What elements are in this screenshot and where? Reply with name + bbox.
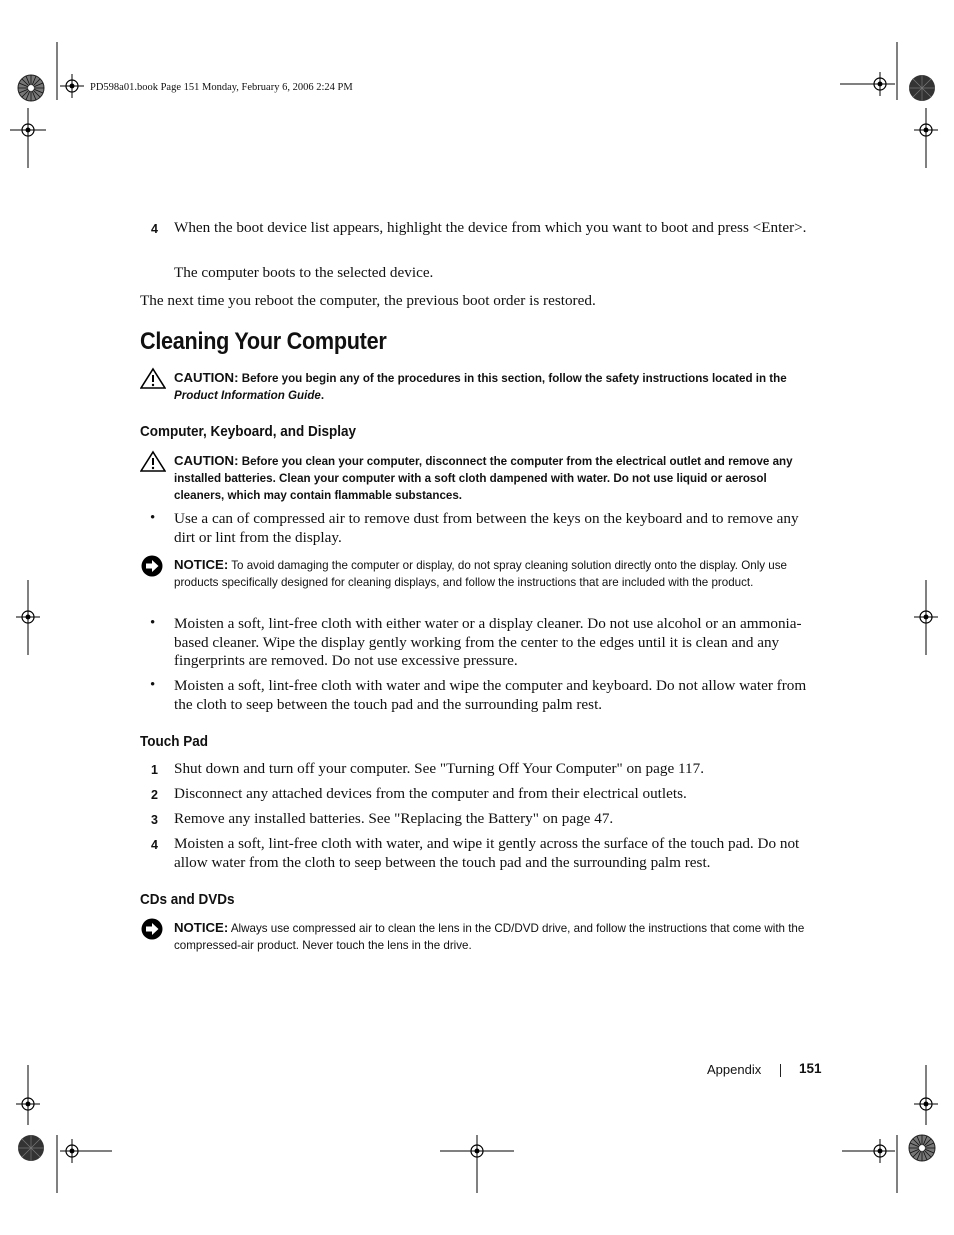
restore-note: The next time you reboot the computer, the previous boot order is restored. xyxy=(140,292,596,309)
caution-end: . xyxy=(320,389,325,402)
subsection-title-keyboard-display: Computer, Keyboard, and Display xyxy=(140,423,357,440)
notice-display xyxy=(174,556,819,591)
step-text: When the boot device list appears, highlight the device from which you want to boot and press <Enter>. xyxy=(174,219,807,236)
caution-triangle-icon xyxy=(140,450,166,473)
caution-cleaning xyxy=(174,452,819,504)
notice-cd-dvd xyxy=(174,919,819,954)
step-number: 1 xyxy=(151,763,158,777)
bullet-dot: • xyxy=(150,615,156,631)
notice-arrow-icon xyxy=(141,918,165,940)
guide-name: Product Information Guide xyxy=(174,389,321,402)
step-text: Shut down and turn off your computer. See "Turning Off Your Computer" on page 117. xyxy=(174,760,705,777)
bullet-dot: • xyxy=(150,510,156,526)
notice-label: NOTICE: xyxy=(174,920,229,935)
step-number: 3 xyxy=(151,813,158,827)
bullet-text: Moisten a soft, lint-free cloth with either water or a display cleaner. Do not use alcohol or an ammonia-based cleaner. Wipe the display gently working from the center to the edges until it is clean and any fingerprints are removed. Do not use excessive pressure. xyxy=(174,615,802,670)
caution-text: Before you clean your computer, disconnect the computer from the electrical outlet and remove any installed batteries. Clean your computer with a soft cloth dampened with water. Do not use liquid or aerosol cleaners, which may contain flammable substances. xyxy=(174,455,793,502)
caution-label: CAUTION: xyxy=(174,453,239,468)
notice-label: NOTICE: xyxy=(174,557,229,572)
subsection-title-cds-dvds: CDs and DVDs xyxy=(140,891,235,908)
section-title: Cleaning Your Computer xyxy=(140,328,387,355)
step-number: 4 xyxy=(151,222,158,236)
print-header: PD598a01.book Page 151 Monday, February 6, 2006 2:24 PM xyxy=(90,82,353,93)
caution-triangle-icon xyxy=(140,367,166,390)
bullet-text: Moisten a soft, lint-free cloth with water and wipe the computer and keyboard. Do not allow water from the cloth to seep between the touch pad and the surrounding palm rest. xyxy=(174,677,807,713)
step-number: 4 xyxy=(151,838,158,852)
bullet-dot: • xyxy=(150,677,156,693)
caution-text: Before you begin any of the procedures in this section, follow the safety instructions located in the xyxy=(241,372,787,385)
step-text: Moisten a soft, lint-free cloth with water, and wipe it gently across the surface of the touch pad. Do not allow water from the cloth to seep between the touch pad and the surrounding palm rest. xyxy=(174,835,800,871)
caution-general xyxy=(174,369,819,404)
notice-text: Always use compressed air to clean the lens in the CD/DVD drive, and follow the instructions that come with the compressed-air product. Never touch the lens in the drive. xyxy=(174,922,805,952)
step-number: 2 xyxy=(151,788,158,802)
footer-divider xyxy=(780,1064,781,1077)
footer-section: Appendix xyxy=(707,1062,762,1077)
subsection-title-touch-pad: Touch Pad xyxy=(140,733,209,750)
caution-label: CAUTION: xyxy=(174,370,239,385)
notice-arrow-icon xyxy=(141,555,165,577)
notice-text: To avoid damaging the computer or display, do not spray cleaning solution directly onto the display. Only use products specifically designed for cleaning displays, and follow the instructions that are included with the product. xyxy=(174,559,787,589)
bullet-text: Use a can of compressed air to remove dust from between the keys on the keyboard and to remove any dirt or lint from the display. xyxy=(174,510,799,546)
step-text: Disconnect any attached devices from the computer and from their electrical outlets. xyxy=(174,785,687,802)
page-number: 151 xyxy=(799,1061,822,1076)
step-result: The computer boots to the selected device. xyxy=(174,264,434,281)
step-text: Remove any installed batteries. See "Replacing the Battery" on page 47. xyxy=(174,810,614,827)
